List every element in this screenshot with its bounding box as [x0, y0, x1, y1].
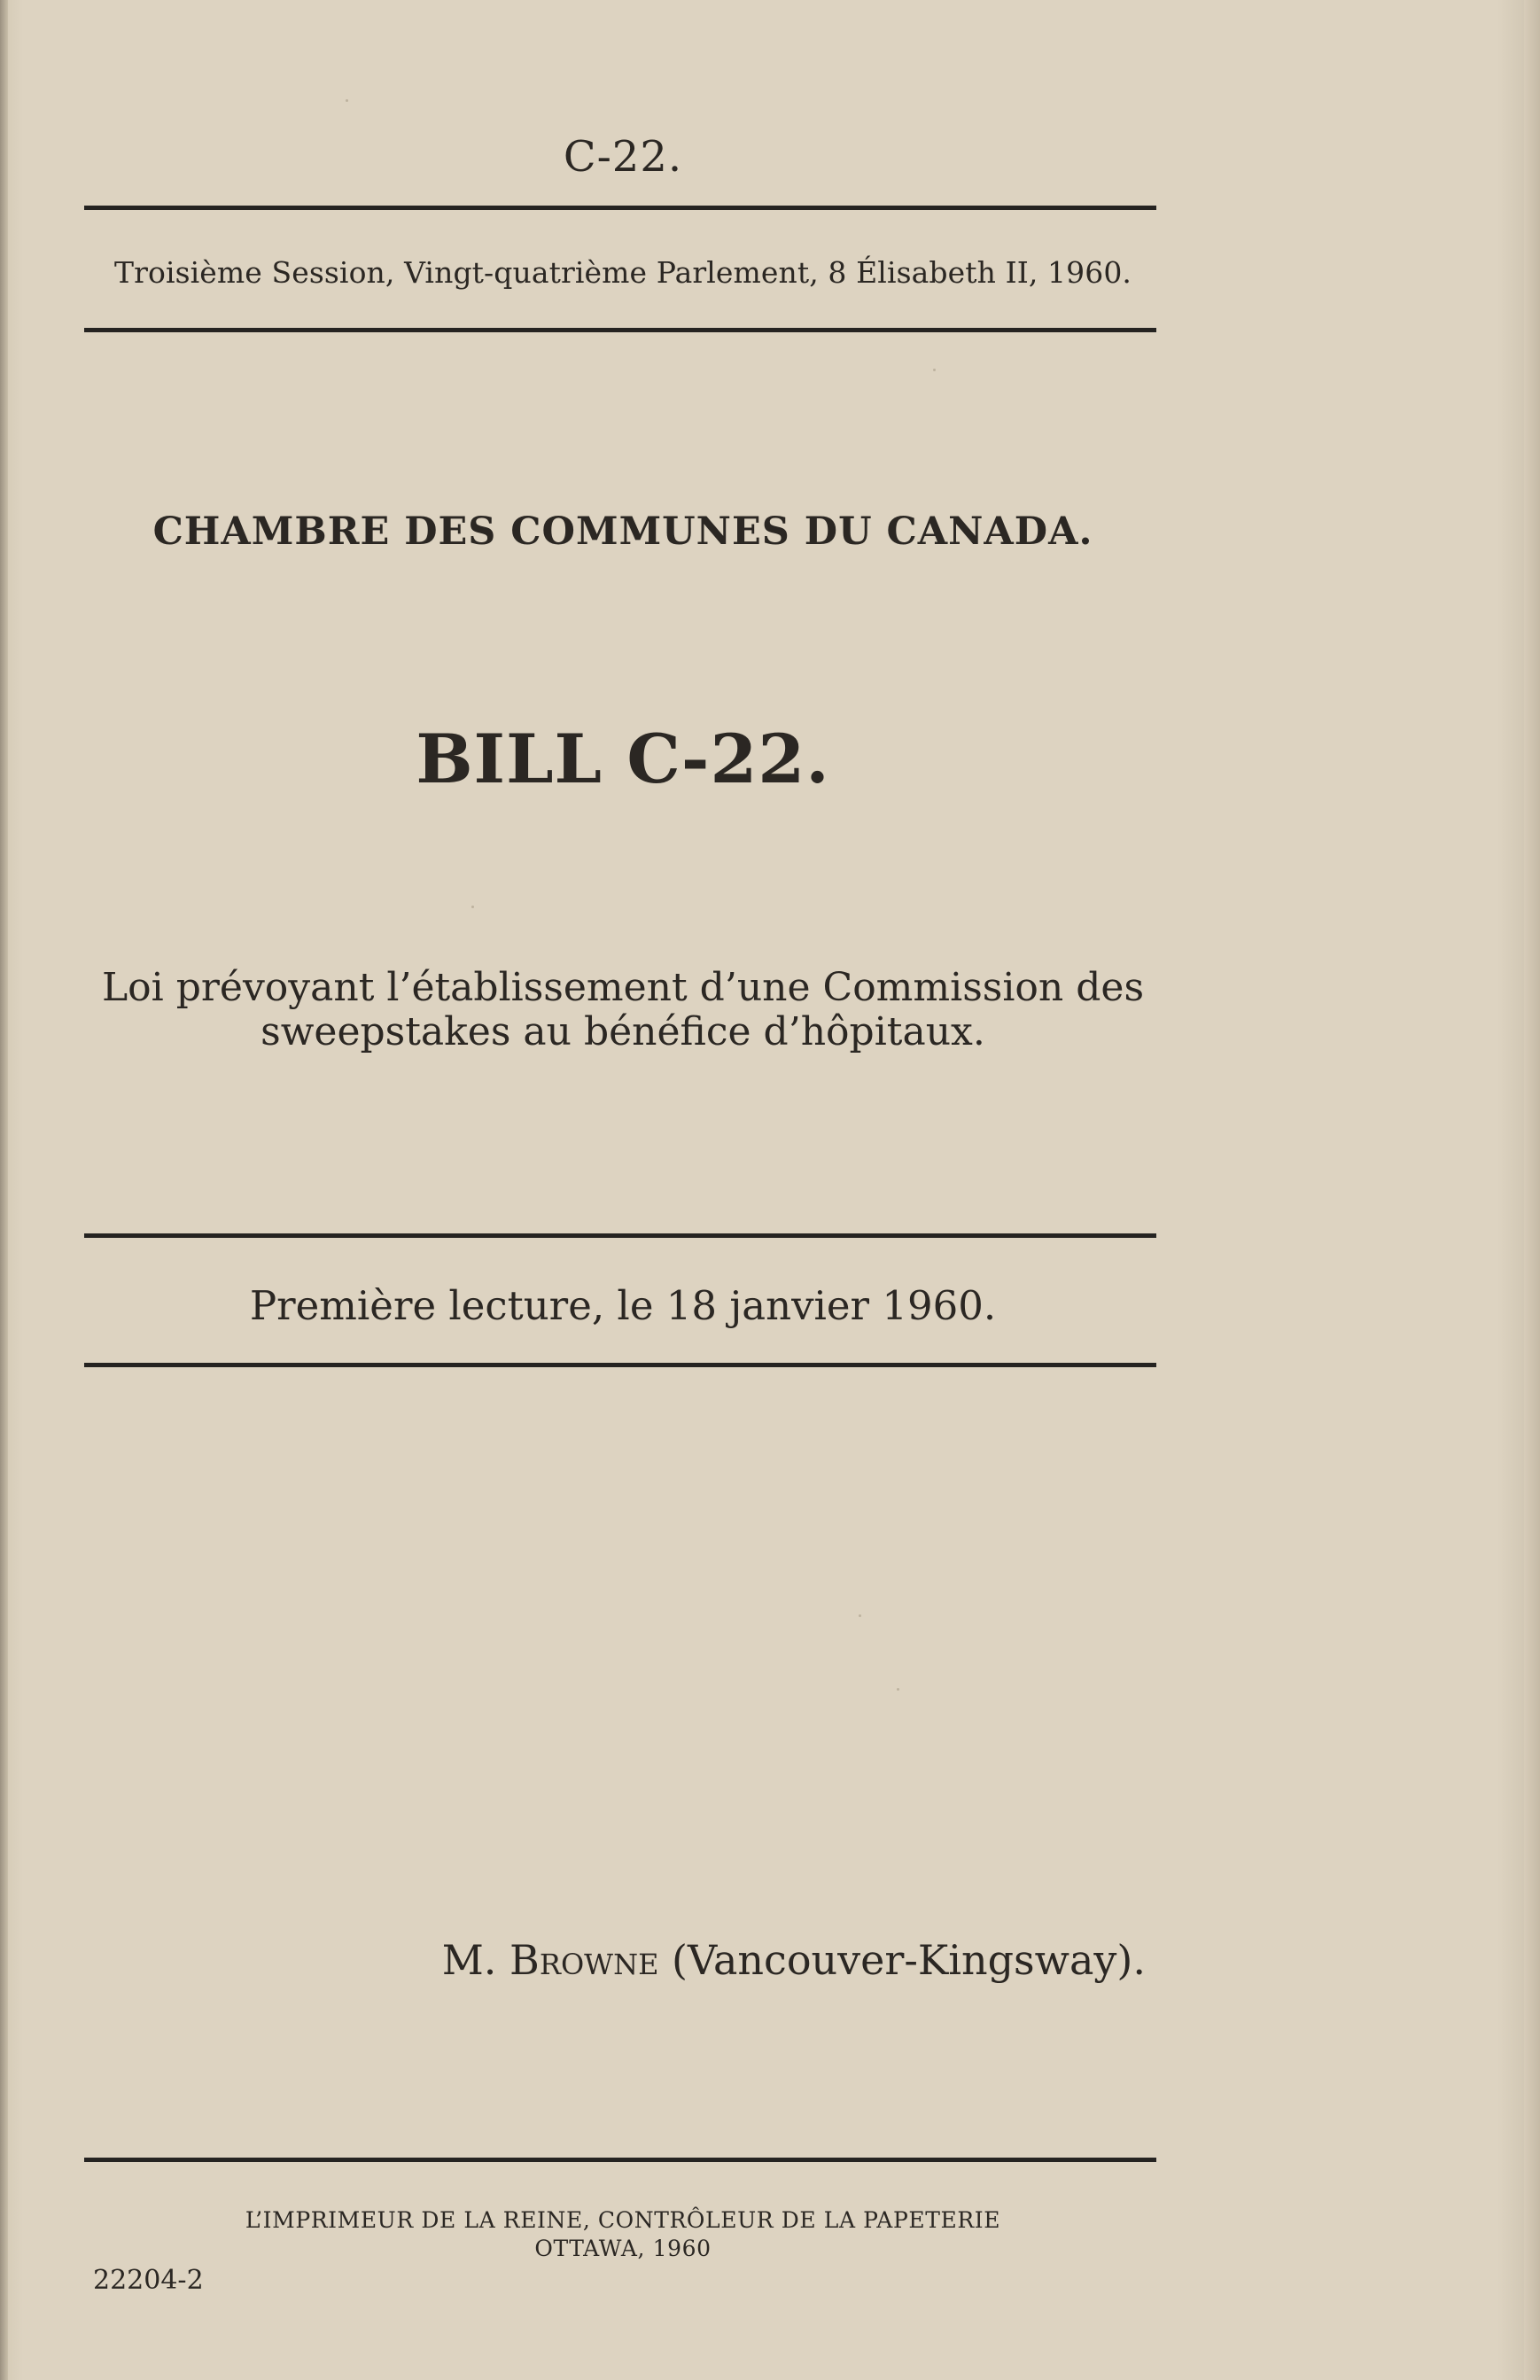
- session-line: Troisième Session, Vingt-quatrième Parlement, 8 Élisabeth II, 1960.: [113, 255, 1132, 290]
- long-title-line-2: sweepstakes au bénéfice d’hôpitaux.: [261, 1009, 985, 1054]
- paper-fleck: [346, 99, 348, 102]
- session-rule: [84, 328, 1156, 332]
- printer-line-1: L’IMPRIMEUR DE LA REINE, CONTRÔLEUR DE LA PAPETERIE: [245, 2207, 1001, 2233]
- binding-edge: [0, 0, 8, 2380]
- paper-fleck: [859, 1614, 861, 1617]
- reading-bottom-rule: [84, 1363, 1156, 1367]
- bill-sponsor: [84, 1936, 1146, 1984]
- long-title: [84, 966, 1162, 1054]
- first-reading-date: Première lecture, le 18 janvier 1960.: [249, 1282, 997, 1329]
- top-rule: [84, 206, 1156, 210]
- paper-fleck: [897, 1688, 899, 1691]
- printer-rule: [84, 2158, 1156, 2162]
- sponsor-prefix: M.: [441, 1936, 510, 1984]
- printer-imprint: [84, 2206, 1162, 2263]
- sponsor-riding: (Vancouver-Kingsway).: [658, 1936, 1146, 1984]
- bill-title: BILL C-22.: [416, 719, 830, 798]
- paper-fleck: [933, 369, 936, 371]
- page-edge: [1524, 0, 1540, 2380]
- job-number: 22204-2: [93, 2265, 204, 2296]
- bill-number-header: C-22.: [563, 132, 683, 182]
- paper-fleck: [471, 906, 474, 908]
- reading-top-rule: [84, 1233, 1156, 1238]
- sponsor-name: Browne: [509, 1936, 659, 1984]
- printer-line-2: OTTAWA, 1960: [534, 2236, 712, 2261]
- chamber-heading: CHAMBRE DES COMMUNES DU CANADA.: [152, 509, 1093, 554]
- long-title-line-1: Loi prévoyant l’établissement d’une Commission des: [101, 965, 1145, 1010]
